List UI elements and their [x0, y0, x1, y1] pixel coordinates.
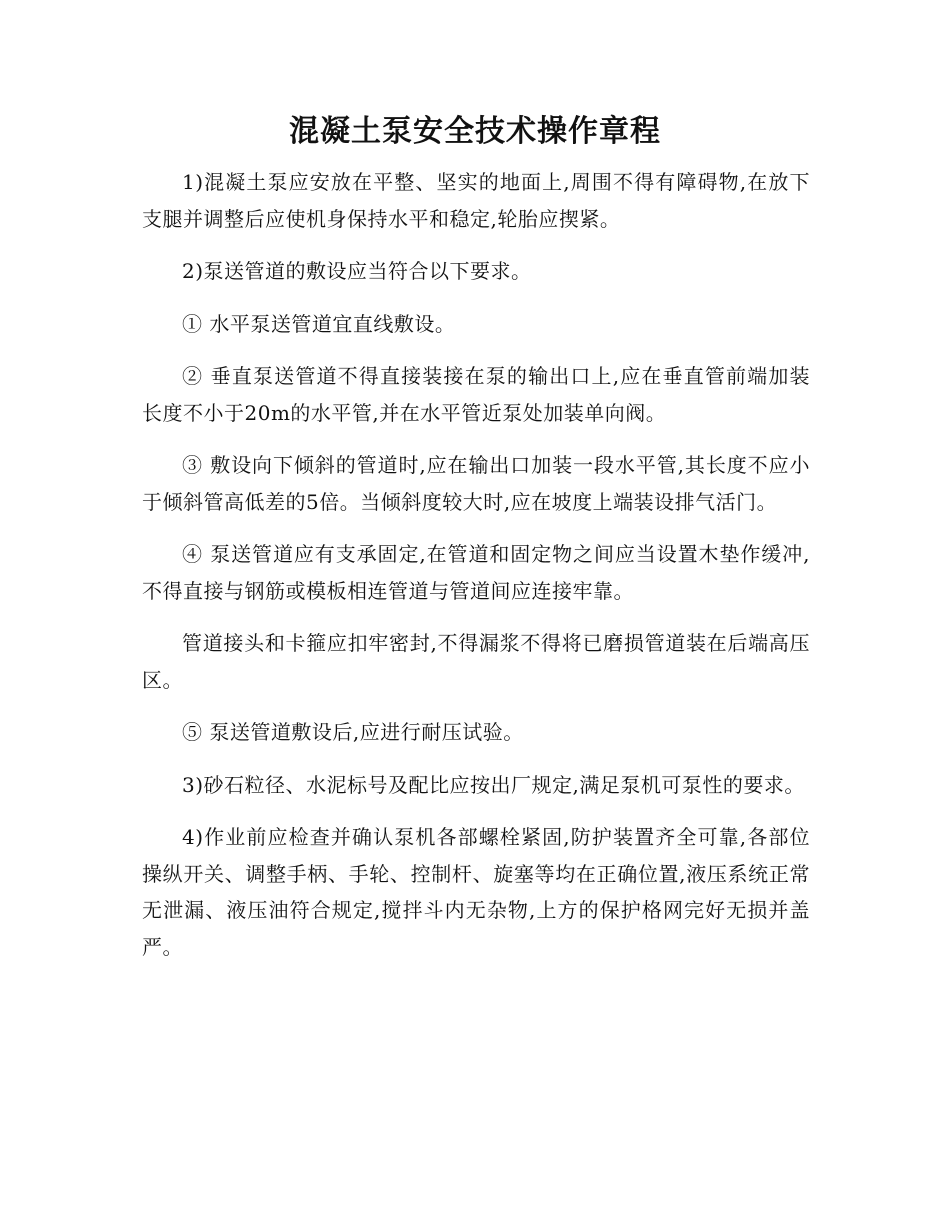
paragraph-8: ⑤ 泵送管道敷设后,应进行耐压试验。 [182, 720, 524, 744]
paragraph-5: ③ 敷设向下倾斜的管道时,应在输出口加装一段水平管,其长度不应小于倾斜管高低差的5倍。当倾斜度较大时,应在坡度上端装设排气活门。 [142, 453, 810, 514]
document-title: 混凝土泵安全技术操作章程 [289, 114, 661, 149]
paragraph-6: ④ 泵送管道应有支承固定,在管道和固定物之间应当设置木垫作缓冲,不得直接与钢筋或模板相连管道与管道间应连接牢靠。 [142, 542, 810, 603]
paragraph-10: 4)作业前应检查并确认泵机各部螺栓紧固,防护装置齐全可靠,各部位操纵开关、调整手柄、手轮、控制杆、旋塞等均在正确位置,液压系统正常无泄漏、液压油符合规定,搅拌斗内无杂物,上方的保护格网完好无损并盖严。 [142, 825, 810, 959]
paragraph-9: 3)砂石粒径、水泥标号及配比应按出厂规定,满足泵机可泵性的要求。 [182, 772, 805, 797]
paragraph-7: 管道接头和卡箍应扣牢密封,不得漏浆不得将已磨损管道装在后端高压区。 [142, 631, 810, 692]
paragraph-3: ① 水平泵送管道宜直线敷设。 [182, 311, 456, 336]
paragraph-2: 2)泵送管道的敷设应当符合以下要求。 [182, 259, 532, 283]
document-body [142, 164, 810, 981]
paragraph-1: 1)混凝土泵应安放在平整、坚实的地面上,周围不得有障碍物,在放下支腿并调整后应使机身保持水平和稳定,轮胎应揳紧。 [142, 170, 810, 231]
paragraph-4: ② 垂直泵送管道不得直接装接在泵的输出口上,应在垂直管前端加装长度不小于20m的水平管,并在水平管近泵处加装单向阀。 [142, 364, 810, 425]
